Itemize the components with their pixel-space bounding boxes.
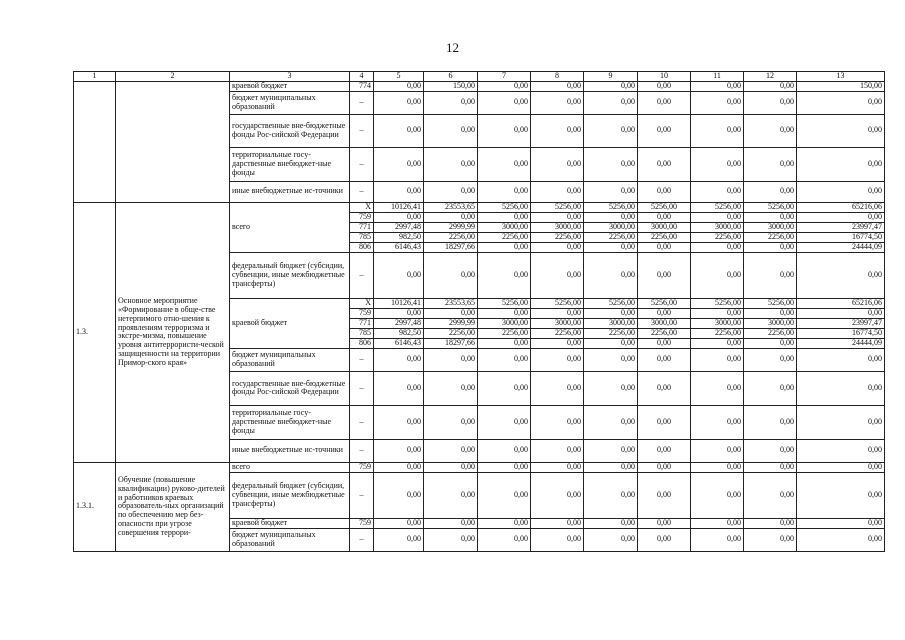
value-cell: 0,00 xyxy=(478,147,531,181)
column-header: 8 xyxy=(531,72,584,82)
value-cell: 0,00 xyxy=(797,114,885,147)
column-header: 5 xyxy=(374,72,424,82)
budget-code: – xyxy=(350,439,374,462)
value-cell: 0,00 xyxy=(584,212,638,222)
value-cell: 2256,00 xyxy=(531,328,584,338)
value-cell: 0,00 xyxy=(374,348,424,371)
value-cell: 0,00 xyxy=(797,472,885,518)
value-cell: 0,00 xyxy=(424,114,478,147)
budget-code: – xyxy=(350,91,374,114)
value-cell: 0,00 xyxy=(478,472,531,518)
value-cell: 0,00 xyxy=(374,147,424,181)
value-cell: 0,00 xyxy=(744,405,797,439)
value-cell: 3000,00 xyxy=(691,318,744,328)
value-cell: 6146,43 xyxy=(374,338,424,348)
value-cell: 0,00 xyxy=(744,518,797,528)
value-cell: 0,00 xyxy=(638,212,691,222)
value-cell: 6146,43 xyxy=(374,242,424,252)
budget-code: 774 xyxy=(350,82,374,92)
value-cell: 0,00 xyxy=(691,439,744,462)
value-cell: 2256,00 xyxy=(691,232,744,242)
value-cell: 0,00 xyxy=(531,462,584,472)
value-cell: 150,00 xyxy=(424,82,478,92)
value-cell: 3000,00 xyxy=(744,318,797,328)
value-cell: 0,00 xyxy=(478,242,531,252)
budget-code: 785 xyxy=(350,232,374,242)
value-cell: 0,00 xyxy=(424,147,478,181)
value-cell: 2997,48 xyxy=(374,222,424,232)
budget-code: – xyxy=(350,181,374,202)
value-cell: 0,00 xyxy=(691,114,744,147)
column-header: 12 xyxy=(744,72,797,82)
value-cell: 0,00 xyxy=(374,528,424,551)
value-cell: 2256,00 xyxy=(478,232,531,242)
value-cell: 0,00 xyxy=(424,472,478,518)
value-cell: 982,50 xyxy=(374,232,424,242)
budget-code: 771 xyxy=(350,318,374,328)
value-cell: 0,00 xyxy=(584,147,638,181)
value-cell: 0,00 xyxy=(584,405,638,439)
column-header: 1 xyxy=(74,72,116,82)
item-number: 1.3. xyxy=(74,202,116,462)
value-cell: 0,00 xyxy=(744,181,797,202)
value-cell: 18297,66 xyxy=(424,242,478,252)
value-cell: 5256,00 xyxy=(531,202,584,212)
value-cell: 18297,66 xyxy=(424,338,478,348)
value-cell: 0,00 xyxy=(424,181,478,202)
budget-code: 806 xyxy=(350,242,374,252)
value-cell: 23553,65 xyxy=(424,202,478,212)
budget-code: – xyxy=(350,348,374,371)
value-cell: 24444,09 xyxy=(797,242,885,252)
value-cell: 0,00 xyxy=(744,242,797,252)
funding-source: бюджет муниципальных образований xyxy=(230,348,350,371)
value-cell: 65216,06 xyxy=(797,202,885,212)
funding-source: краевой бюджет xyxy=(230,518,350,528)
value-cell: 0,00 xyxy=(478,348,531,371)
funding-source: всего xyxy=(230,202,350,252)
funding-source: государственные вне-бюджетные фонды Рос-сийской Федерации xyxy=(230,114,350,147)
column-header: 13 xyxy=(797,72,885,82)
column-header: 10 xyxy=(638,72,691,82)
value-cell: 0,00 xyxy=(424,212,478,222)
value-cell: 0,00 xyxy=(638,147,691,181)
budget-code: – xyxy=(350,147,374,181)
budget-code: 759 xyxy=(350,518,374,528)
budget-code: – xyxy=(350,405,374,439)
value-cell: 0,00 xyxy=(691,528,744,551)
value-cell: 0,00 xyxy=(744,348,797,371)
value-cell: 0,00 xyxy=(584,338,638,348)
value-cell: 0,00 xyxy=(797,371,885,405)
item-name xyxy=(116,82,230,203)
value-cell: 5256,00 xyxy=(744,202,797,212)
value-cell: 3000,00 xyxy=(531,222,584,232)
item-number xyxy=(74,82,116,203)
value-cell: 0,00 xyxy=(797,405,885,439)
column-header: 9 xyxy=(584,72,638,82)
value-cell: 0,00 xyxy=(531,338,584,348)
budget-code: X xyxy=(350,202,374,212)
value-cell: 0,00 xyxy=(374,472,424,518)
value-cell: 3000,00 xyxy=(744,222,797,232)
value-cell: 0,00 xyxy=(478,212,531,222)
value-cell: 0,00 xyxy=(584,462,638,472)
value-cell: 0,00 xyxy=(374,82,424,92)
value-cell: 2256,00 xyxy=(531,232,584,242)
value-cell: 0,00 xyxy=(424,528,478,551)
value-cell: 5256,00 xyxy=(584,298,638,308)
value-cell: 0,00 xyxy=(638,348,691,371)
value-cell: 0,00 xyxy=(424,405,478,439)
budget-code: 759 xyxy=(350,308,374,318)
value-cell: 0,00 xyxy=(584,181,638,202)
value-cell: 0,00 xyxy=(744,252,797,298)
value-cell: 0,00 xyxy=(584,114,638,147)
value-cell: 0,00 xyxy=(478,181,531,202)
value-cell: 0,00 xyxy=(638,181,691,202)
value-cell: 2256,00 xyxy=(584,232,638,242)
value-cell: 3000,00 xyxy=(531,318,584,328)
value-cell: 0,00 xyxy=(424,462,478,472)
value-cell: 0,00 xyxy=(744,338,797,348)
value-cell: 0,00 xyxy=(584,518,638,528)
value-cell: 2999,99 xyxy=(424,222,478,232)
value-cell: 0,00 xyxy=(531,371,584,405)
funding-source: иные внебюджетные ис-точники xyxy=(230,439,350,462)
value-cell: 0,00 xyxy=(374,518,424,528)
value-cell: 0,00 xyxy=(531,181,584,202)
value-cell: 0,00 xyxy=(478,405,531,439)
value-cell: 0,00 xyxy=(531,528,584,551)
value-cell: 0,00 xyxy=(691,472,744,518)
value-cell: 0,00 xyxy=(374,308,424,318)
value-cell: 0,00 xyxy=(638,82,691,92)
value-cell: 0,00 xyxy=(744,472,797,518)
value-cell: 5256,00 xyxy=(691,298,744,308)
value-cell: 0,00 xyxy=(531,82,584,92)
value-cell: 2256,00 xyxy=(638,328,691,338)
value-cell: 0,00 xyxy=(691,348,744,371)
value-cell: 0,00 xyxy=(531,252,584,298)
value-cell: 23997,47 xyxy=(797,222,885,232)
column-header: 7 xyxy=(478,72,531,82)
column-header: 2 xyxy=(116,72,230,82)
funding-source: федеральный бюджет (субсидии, субвенции, иные межбюджетные трансферты) xyxy=(230,252,350,298)
value-cell: 5256,00 xyxy=(531,298,584,308)
value-cell: 0,00 xyxy=(797,462,885,472)
budget-code: 806 xyxy=(350,338,374,348)
value-cell: 2256,00 xyxy=(691,328,744,338)
value-cell: 0,00 xyxy=(744,82,797,92)
funding-source: территориальные госу-дарственные внебюджет-ные фонды xyxy=(230,147,350,181)
value-cell: 2256,00 xyxy=(638,232,691,242)
funding-source: иные внебюджетные ис-точники xyxy=(230,181,350,202)
value-cell: 0,00 xyxy=(478,371,531,405)
value-cell: 2256,00 xyxy=(424,328,478,338)
value-cell: 0,00 xyxy=(531,472,584,518)
value-cell: 0,00 xyxy=(374,439,424,462)
value-cell: 0,00 xyxy=(424,348,478,371)
page-number: 12 xyxy=(446,40,459,55)
value-cell: 5256,00 xyxy=(584,202,638,212)
budget-code: X xyxy=(350,298,374,308)
table-row xyxy=(74,72,885,82)
value-cell: 0,00 xyxy=(478,91,531,114)
value-cell: 0,00 xyxy=(478,82,531,92)
value-cell: 0,00 xyxy=(478,518,531,528)
value-cell: 0,00 xyxy=(691,338,744,348)
value-cell: 0,00 xyxy=(638,439,691,462)
item-name: Обучение (повышение квалификации) руково-дителей и работников краевых образователь-ных организаций по обеспечению мер без-опасности при угрозе совершения террори- xyxy=(116,462,230,551)
value-cell: 2256,00 xyxy=(424,232,478,242)
value-cell: 5256,00 xyxy=(478,298,531,308)
value-cell: 0,00 xyxy=(691,518,744,528)
value-cell: 3000,00 xyxy=(638,222,691,232)
value-cell: 0,00 xyxy=(691,147,744,181)
value-cell: 0,00 xyxy=(531,114,584,147)
value-cell: 0,00 xyxy=(584,242,638,252)
budget-code: 785 xyxy=(350,328,374,338)
value-cell: 150,00 xyxy=(797,82,885,92)
value-cell: 0,00 xyxy=(638,252,691,298)
value-cell: 0,00 xyxy=(744,308,797,318)
value-cell: 2256,00 xyxy=(744,328,797,338)
value-cell: 0,00 xyxy=(478,528,531,551)
value-cell: 2256,00 xyxy=(584,328,638,338)
value-cell: 0,00 xyxy=(531,308,584,318)
value-cell: 0,00 xyxy=(374,252,424,298)
value-cell: 0,00 xyxy=(478,114,531,147)
value-cell: 0,00 xyxy=(638,338,691,348)
value-cell: 0,00 xyxy=(478,338,531,348)
value-cell: 3000,00 xyxy=(584,318,638,328)
funding-source: бюджет муниципальных образований xyxy=(230,91,350,114)
value-cell: 0,00 xyxy=(374,114,424,147)
value-cell: 0,00 xyxy=(531,242,584,252)
value-cell: 0,00 xyxy=(424,308,478,318)
value-cell: 0,00 xyxy=(691,212,744,222)
value-cell: 16774,50 xyxy=(797,232,885,242)
item-number: 1.3.1. xyxy=(74,462,116,551)
value-cell: 0,00 xyxy=(584,348,638,371)
budget-code: 759 xyxy=(350,212,374,222)
value-cell: 0,00 xyxy=(531,405,584,439)
value-cell: 5256,00 xyxy=(638,202,691,212)
value-cell: 0,00 xyxy=(797,147,885,181)
value-cell: 0,00 xyxy=(584,371,638,405)
value-cell: 10126,41 xyxy=(374,202,424,212)
value-cell: 0,00 xyxy=(691,252,744,298)
value-cell: 0,00 xyxy=(638,242,691,252)
item-name: Основное мероприятие «Формирование в обще-стве нетерпимого отно-шения к проявлениям терроризма и экстре-мизма, повышение уровня антитеррористи-ческой защищенности на территории Примор-ского края» xyxy=(116,202,230,462)
value-cell: 0,00 xyxy=(691,405,744,439)
value-cell: 5256,00 xyxy=(744,298,797,308)
value-cell: 5256,00 xyxy=(691,202,744,212)
value-cell: 0,00 xyxy=(638,308,691,318)
value-cell: 0,00 xyxy=(797,252,885,298)
value-cell: 0,00 xyxy=(638,371,691,405)
value-cell: 0,00 xyxy=(638,91,691,114)
value-cell: 0,00 xyxy=(531,439,584,462)
value-cell: 0,00 xyxy=(478,439,531,462)
value-cell: 0,00 xyxy=(691,371,744,405)
value-cell: 0,00 xyxy=(584,439,638,462)
value-cell: 0,00 xyxy=(744,371,797,405)
value-cell: 0,00 xyxy=(691,242,744,252)
budget-code: 759 xyxy=(350,462,374,472)
value-cell: 2999,99 xyxy=(424,318,478,328)
value-cell: 0,00 xyxy=(424,252,478,298)
value-cell: 3000,00 xyxy=(638,318,691,328)
value-cell: 0,00 xyxy=(691,82,744,92)
value-cell: 0,00 xyxy=(691,181,744,202)
funding-source: краевой бюджет xyxy=(230,82,350,92)
value-cell: 0,00 xyxy=(638,462,691,472)
funding-source: бюджет муниципальных образований xyxy=(230,528,350,551)
budget-code: – xyxy=(350,472,374,518)
value-cell: 0,00 xyxy=(797,91,885,114)
value-cell: 24444,09 xyxy=(797,338,885,348)
value-cell: 0,00 xyxy=(691,308,744,318)
value-cell: 0,00 xyxy=(638,528,691,551)
value-cell: 0,00 xyxy=(374,212,424,222)
value-cell: 0,00 xyxy=(797,528,885,551)
budget-code: – xyxy=(350,114,374,147)
column-header: 6 xyxy=(424,72,478,82)
budget-code: – xyxy=(350,371,374,405)
value-cell: 0,00 xyxy=(424,518,478,528)
value-cell: 0,00 xyxy=(744,212,797,222)
value-cell: 10126,41 xyxy=(374,298,424,308)
value-cell: 0,00 xyxy=(584,252,638,298)
value-cell: 0,00 xyxy=(374,371,424,405)
value-cell: 0,00 xyxy=(374,405,424,439)
value-cell: 0,00 xyxy=(478,252,531,298)
value-cell: 0,00 xyxy=(691,462,744,472)
value-cell: 0,00 xyxy=(374,462,424,472)
value-cell: 3000,00 xyxy=(478,222,531,232)
value-cell: 0,00 xyxy=(584,472,638,518)
table-row xyxy=(74,462,885,472)
value-cell: 0,00 xyxy=(531,91,584,114)
value-cell: 2256,00 xyxy=(478,328,531,338)
value-cell: 5256,00 xyxy=(638,298,691,308)
column-header: 3 xyxy=(230,72,350,82)
value-cell: 0,00 xyxy=(797,348,885,371)
value-cell: 23553,65 xyxy=(424,298,478,308)
funding-source: всего xyxy=(230,462,350,472)
value-cell: 0,00 xyxy=(584,91,638,114)
value-cell: 0,00 xyxy=(424,91,478,114)
value-cell: 0,00 xyxy=(744,114,797,147)
value-cell: 0,00 xyxy=(478,308,531,318)
value-cell: 3000,00 xyxy=(478,318,531,328)
value-cell: 0,00 xyxy=(531,518,584,528)
value-cell: 0,00 xyxy=(424,439,478,462)
funding-source: краевой бюджет xyxy=(230,298,350,348)
column-header: 4 xyxy=(350,72,374,82)
table-row xyxy=(74,202,885,212)
value-cell: 0,00 xyxy=(531,212,584,222)
value-cell: 0,00 xyxy=(478,462,531,472)
value-cell: 2997,48 xyxy=(374,318,424,328)
value-cell: 0,00 xyxy=(531,147,584,181)
value-cell: 0,00 xyxy=(744,91,797,114)
value-cell: 3000,00 xyxy=(691,222,744,232)
value-cell: 0,00 xyxy=(374,181,424,202)
value-cell: 0,00 xyxy=(797,439,885,462)
value-cell: 0,00 xyxy=(691,91,744,114)
value-cell: 0,00 xyxy=(638,114,691,147)
value-cell: 0,00 xyxy=(424,371,478,405)
budget-code: – xyxy=(350,528,374,551)
value-cell: 0,00 xyxy=(744,462,797,472)
value-cell: 0,00 xyxy=(744,528,797,551)
value-cell: 0,00 xyxy=(374,91,424,114)
value-cell: 0,00 xyxy=(797,212,885,222)
budget-table xyxy=(73,71,885,552)
value-cell: 0,00 xyxy=(797,308,885,318)
value-cell: 65216,06 xyxy=(797,298,885,308)
value-cell: 0,00 xyxy=(638,472,691,518)
value-cell: 0,00 xyxy=(744,439,797,462)
funding-source: государственные вне-бюджетные фонды Рос-сийской Федерации xyxy=(230,371,350,405)
value-cell: 0,00 xyxy=(797,518,885,528)
value-cell: 0,00 xyxy=(744,147,797,181)
value-cell: 23997,47 xyxy=(797,318,885,328)
value-cell: 16774,50 xyxy=(797,328,885,338)
budget-code: – xyxy=(350,252,374,298)
value-cell: 0,00 xyxy=(638,518,691,528)
value-cell: 2256,00 xyxy=(744,232,797,242)
value-cell: 0,00 xyxy=(584,82,638,92)
funding-source: территориальные госу-дарственные внебюджет-ные фонды xyxy=(230,405,350,439)
value-cell: 0,00 xyxy=(584,528,638,551)
budget-code: 771 xyxy=(350,222,374,232)
value-cell: 3000,00 xyxy=(584,222,638,232)
value-cell: 0,00 xyxy=(638,405,691,439)
value-cell: 5256,00 xyxy=(478,202,531,212)
funding-source: федеральный бюджет (субсидии, субвенции, иные межбюджетные трансферты) xyxy=(230,472,350,518)
table-row xyxy=(74,82,885,92)
value-cell: 0,00 xyxy=(584,308,638,318)
value-cell: 0,00 xyxy=(797,181,885,202)
column-header: 11 xyxy=(691,72,744,82)
value-cell: 982,50 xyxy=(374,328,424,338)
value-cell: 0,00 xyxy=(531,348,584,371)
